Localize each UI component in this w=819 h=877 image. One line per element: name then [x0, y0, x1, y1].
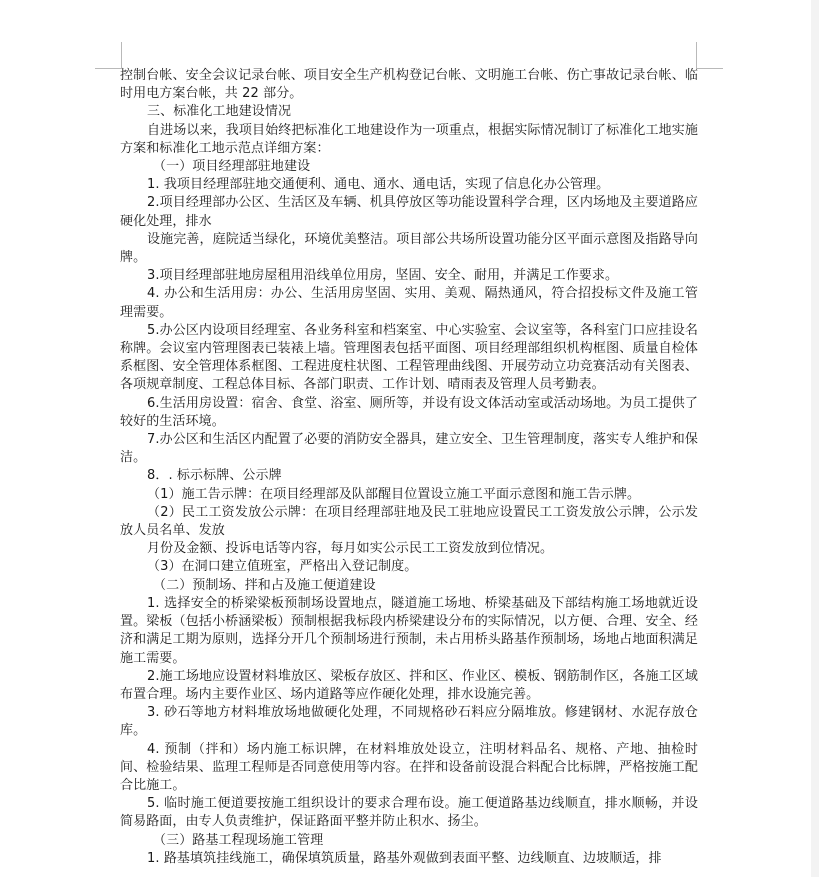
- subsection-heading: （一）项目经理部驻地建设: [153, 159, 311, 175]
- paragraph: 3.项目经理部驻地房屋租用沿线单位用房，坚固、安全、耐用，并满足工作要求。: [147, 268, 619, 284]
- paragraph: （1）施工告示牌：在项目经理部及队部醒目位置设立施工平面示意图和施工告示牌。: [147, 486, 641, 502]
- paragraph: 自进场以来，我项目始终把标准化工地建设作为一项重点，根据实际情况制订了标准化工地实施方案和标准化工地示范点详细方案：: [120, 122, 698, 156]
- paragraph: 月份及金额、投诉电话等内容，每月如实公示民工工资发放到位情况。: [147, 541, 554, 557]
- paragraph: 控制台帐、安全会议记录台帐、项目安全生产机构登记台帐、文明施工台帐、伤亡事故记录台帐、临时用电方案台帐，共 22 部分。: [120, 68, 698, 102]
- document-body[interactable]: [120, 67, 698, 868]
- paragraph: 6.生活用房设置：宿舍、食堂、浴室、厕所等，并设有设文体活动室或活动场地。为员工提供了较好的生活环境。: [120, 395, 698, 429]
- paragraph: 7.办公区和生活区内配置了必要的消防安全器具，建立安全、卫生管理制度，落实专人维护和保洁。: [120, 432, 698, 466]
- section-heading: 三、标准化工地建设情况: [147, 104, 292, 120]
- paragraph: （3）在洞口建立值班室，严格出入登记制度。: [147, 559, 418, 575]
- paragraph: 设施完善，庭院适当绿化，环境优美整洁。项目部公共场所设置功能分区平面示意图及指路导向牌。: [120, 231, 698, 266]
- margin-corner-mark-left: [95, 42, 122, 69]
- paragraph: 4. 办公和生活用房：办公、生活用房坚固、实用、美观、隔热通风，符合招投标文件及施工管理需要。: [120, 286, 698, 320]
- paragraph: 2.项目经理部办公区、生活区及车辆、机具停放区等功能设置科学合理，区内场地及主要道路应硬化处理，排水: [120, 195, 698, 229]
- paragraph: 1. 路基填筑挂线施工，确保填筑质量，路基外观做到表面平整、边线顺直、边坡顺适，排: [147, 850, 662, 866]
- subsection-heading: （二）预制场、拌和占及施工便道建设: [153, 577, 376, 593]
- paragraph: 8．. 标示标牌、公示牌: [147, 468, 282, 484]
- paragraph: （2）民工工资发放公示牌：在项目经理部驻地及民工驻地应设置民工工资发放公示牌，公示发放人员名单、发放: [120, 504, 698, 539]
- paragraph: 1. 选择安全的桥梁梁板预制场设置地点，隧道施工场地、桥梁基础及下部结构施工场地就近设置。梁板（包括小桥涵梁板）预制根据我标段内桥梁建设分布的实际情况，以方便、合理、安全、经济和满足工期为原则，选择分开几个预制场进行预制，未占用桥头路基作预制场，场地占地面积满足施工需要。: [120, 595, 698, 666]
- paragraph: 5. 临时施工便道要按施工组织设计的要求合理布设。施工便道路基边线顺直，排水顺畅，并设简易路面，由专人负责维护，保证路面平整并防止积水、扬尘。: [120, 796, 698, 830]
- margin-corner-mark-right: [696, 42, 723, 69]
- paragraph: 4. 预制（拌和）场内施工标识牌，在材料堆放处设立，注明材料品名、规格、产地、抽检时间、检验结果、监理工程师是否同意使用等内容。在拌和设备前设混合料配合比标牌，严格按施工配合比施工。: [120, 741, 698, 793]
- vertical-scrollbar[interactable]: [811, 0, 819, 877]
- subsection-heading: （三）路基工程现场施工管理: [153, 832, 324, 848]
- paragraph: 2.施工场地应设置材料堆放区、梁板存放区、拌和区、作业区、模板、钢筋制作区，各施工区域布置合理。场内主要作业区、场内道路等应作硬化处理，排水设施完善。: [120, 668, 698, 702]
- paragraph: 3. 砂石等地方材料堆放场地做硬化处理，不同规格砂石料应分隔堆放。修建钢材、水泥存放仓库。: [120, 705, 698, 739]
- paragraph: 5.办公区内设项目经理室、各业务科室和档案室、中心实验室、会议室等，各科室门口应挂设名称牌。会议室内管理图表已装裱上墙。管理图表包括平面图、项目经理部组织机构框图、质量自检体系框图、安全管理体系框图、工程进度柱状图、工程管理曲线图、开展劳动立功竞赛活动有关图表、各项规章制度、工程总体目标、各部门职责、工作计划、晴雨表及管理人员考勤表。: [120, 322, 698, 393]
- paragraph: 1. 我项目经理部驻地交通便利、通电、通水、通电话，实现了信息化办公管理。: [147, 177, 610, 193]
